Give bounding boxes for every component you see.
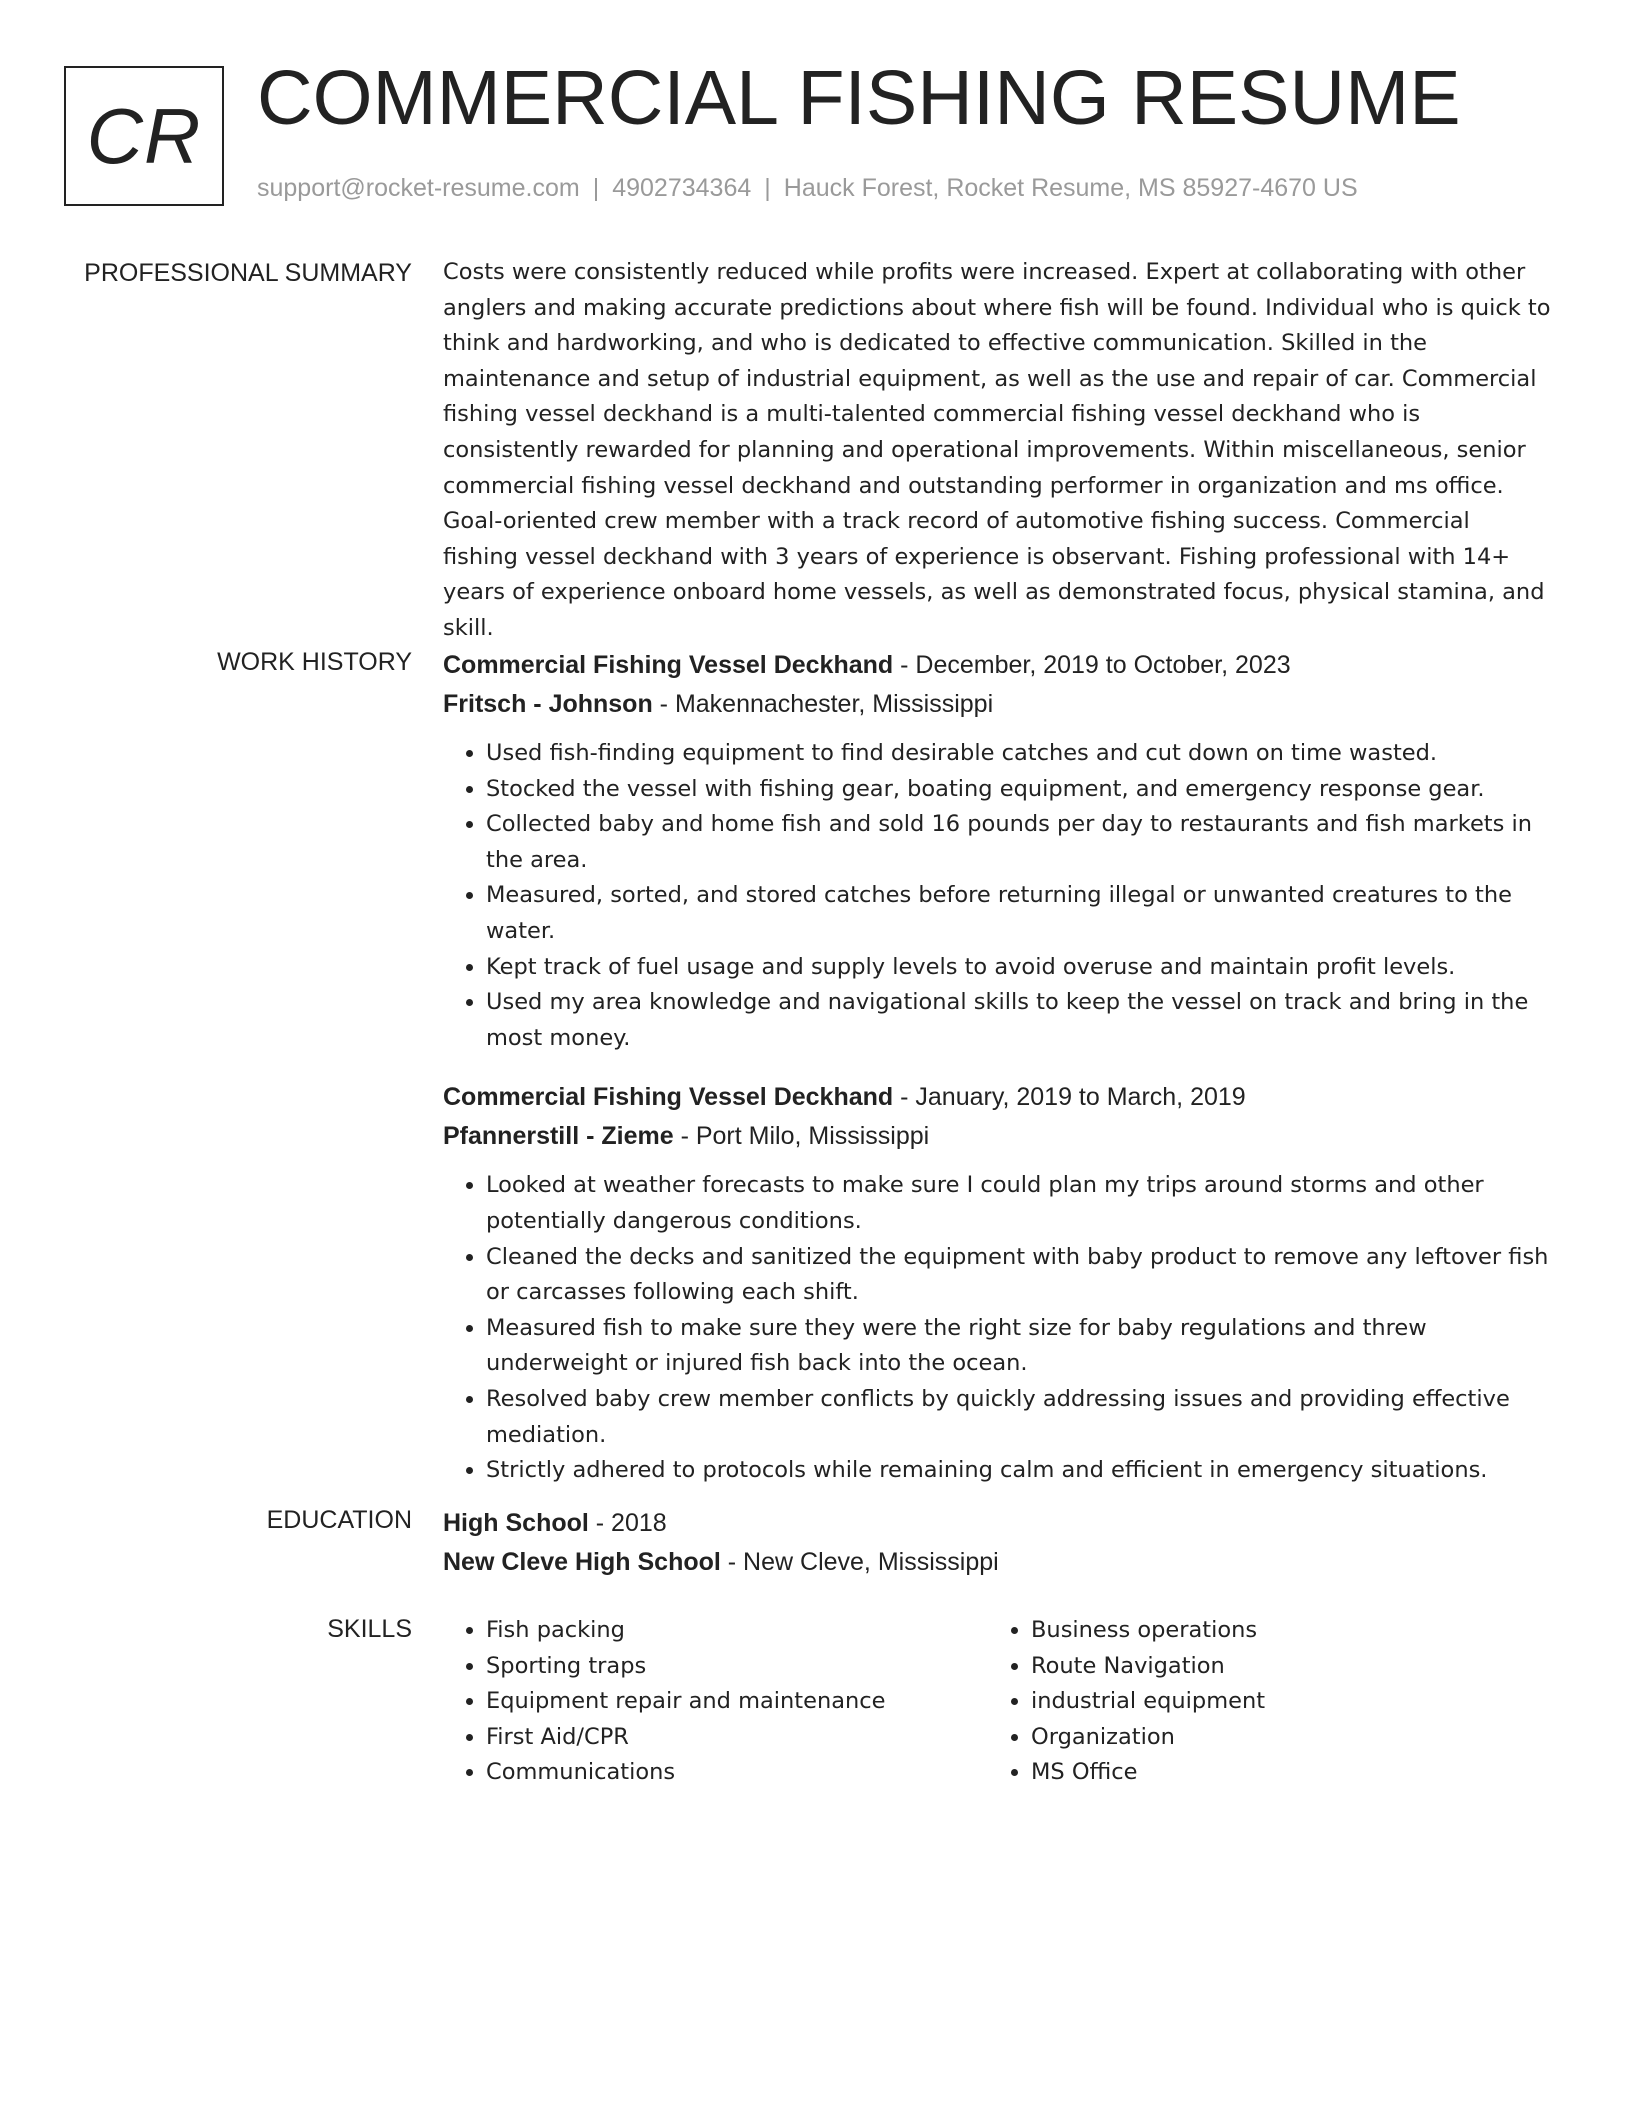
education-school: New Cleve High School	[443, 1548, 721, 1576]
job-bullet: • Cleaned the decks and sanitized the equipment with baby product to remove any leftover fish or carcasses following each shift.	[486, 1240, 1551, 1311]
skill-item: • MS Office	[1031, 1755, 1528, 1791]
education-location: - New Cleve, Mississippi	[720, 1548, 999, 1576]
monogram-box	[64, 66, 224, 206]
job-role-line	[443, 1078, 1551, 1117]
job-company-line	[443, 685, 1551, 724]
job-bullet: • Looked at weather forecasts to make sure I could plan my trips around storms and other potentially dangerous conditions.	[486, 1168, 1551, 1239]
job-bullet: • Strictly adhered to protocols while remaining calm and efficient in emergency situations.	[486, 1453, 1551, 1489]
summary-text: Costs were consistently reduced while profits were increased. Expert at collaborating with other anglers and making accurate predictions about where fish will be found. Individual who is quick to think and hardworking, and who is dedicated to effective communication. Skilled in the maintenance and setup of industrial equipment, as well as the use and repair of car. Commercial fishing vessel deckhand is a multi-talented commercial fishing vessel deckhand who is consistently rewarded for planning and operational improvements. Within miscellaneous, senior commercial fishing vessel deckhand and outstanding performer in organization and ms office. Goal-oriented crew member with a track record of automotive fishing success. Commercial fishing vessel deckhand with 3 years of experience is observant. Fishing professional with 14+ years of experience onboard home vessels, as well as demonstrated focus, physical stamina, and skill.	[443, 259, 1551, 641]
job-location: - Makennachester, Mississippi	[652, 690, 994, 718]
resume-title: COMMERCIAL FISHING RESUME	[257, 55, 1461, 141]
job-company: Fritsch - Johnson	[443, 690, 653, 718]
job-bullet: • Measured, sorted, and stored catches before returning illegal or unwanted creatures to the water.	[486, 878, 1551, 949]
contact-address: Hauck Forest, Rocket Resume, MS 85927-4670 US	[783, 174, 1358, 202]
section-title-education: EDUCATION	[266, 1506, 412, 1534]
job-company-line	[443, 1117, 1551, 1156]
skill-item: • Fish packing	[486, 1613, 983, 1649]
job-dates: - January, 2019 to March, 2019	[893, 1083, 1246, 1112]
job-bullet: • Used fish-finding equipment to find desirable catches and cut down on time wasted.	[486, 736, 1551, 772]
contact-separator: |	[764, 174, 771, 202]
job-bullet: • Used my area knowledge and navigational skills to keep the vessel on track and bring in the most money.	[486, 985, 1551, 1056]
job-role: Commercial Fishing Vessel Deckhand	[443, 1083, 894, 1112]
section-title-summary: PROFESSIONAL SUMMARY	[84, 259, 412, 287]
skill-item: • Route Navigation	[1031, 1649, 1528, 1685]
job-bullet: • Stocked the vessel with fishing gear, boating equipment, and emergency response gear.	[486, 772, 1551, 808]
skill-item: • First Aid/CPR	[486, 1720, 983, 1756]
work-history-body	[443, 646, 1551, 1489]
skill-item: • Sporting traps	[486, 1649, 983, 1685]
skill-item: • Business operations	[1031, 1613, 1528, 1649]
job-role-line	[443, 646, 1551, 685]
skills-column-left	[443, 1613, 983, 1791]
education-year: - 2018	[588, 1509, 667, 1537]
job-entry	[443, 646, 1551, 1056]
job-company: Pfannerstill - Zieme	[443, 1122, 674, 1151]
skills-column-right	[988, 1613, 1528, 1791]
section-title-work-history: WORK HISTORY	[217, 648, 412, 676]
education-body	[443, 1504, 1551, 1582]
job-role: Commercial Fishing Vessel Deckhand	[443, 651, 894, 679]
skill-item: • Organization	[1031, 1720, 1528, 1756]
job-entry	[443, 1078, 1551, 1488]
monogram-initials: CR	[86, 92, 202, 180]
job-dates: - December, 2019 to October, 2023	[893, 651, 1291, 679]
education-degree-line	[443, 1504, 1551, 1543]
section-title-skills: SKILLS	[327, 1615, 412, 1643]
skill-item: • Equipment repair and maintenance	[486, 1684, 983, 1720]
summary-body	[443, 255, 1551, 647]
job-bullets	[443, 1168, 1551, 1488]
education-degree: High School	[443, 1509, 589, 1537]
contact-phone[interactable]: 4902734364	[612, 174, 752, 202]
job-bullet: • Kept track of fuel usage and supply levels to avoid overuse and maintain profit levels.	[486, 950, 1551, 986]
skills-body	[443, 1613, 1551, 1813]
skill-item: • Communications	[486, 1755, 983, 1791]
contact-email[interactable]: support@rocket-resume.com	[257, 174, 580, 202]
job-bullet: • Measured fish to make sure they were the right size for baby regulations and threw underweight or injured fish back into the ocean.	[486, 1311, 1551, 1382]
job-bullets	[443, 736, 1551, 1056]
job-bullet: • Resolved baby crew member conflicts by quickly addressing issues and providing effective mediation.	[486, 1382, 1551, 1453]
contact-line	[257, 173, 1358, 203]
skill-item: • industrial equipment	[1031, 1684, 1528, 1720]
contact-separator: |	[592, 174, 600, 202]
skills-list	[443, 1613, 983, 1791]
job-bullet: • Collected baby and home fish and sold 16 pounds per day to restaurants and fish markets in the area.	[486, 807, 1551, 878]
education-school-line	[443, 1543, 1551, 1582]
job-location: - Port Milo, Mississippi	[673, 1122, 930, 1151]
skills-list	[988, 1613, 1528, 1791]
